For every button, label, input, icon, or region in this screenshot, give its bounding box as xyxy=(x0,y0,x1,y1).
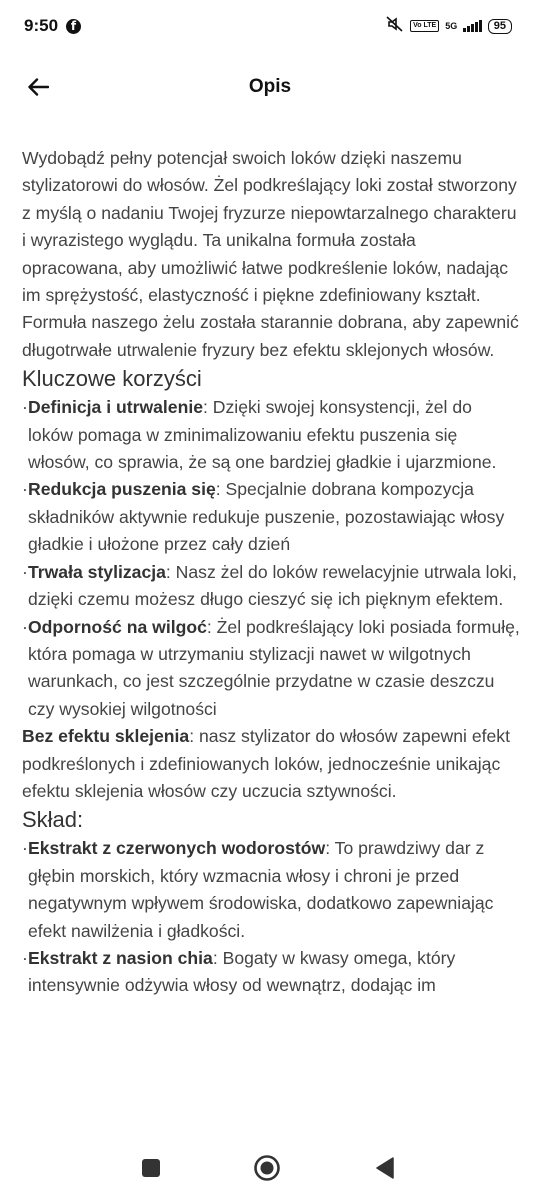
mute-icon xyxy=(386,16,404,36)
bullet-dot: · xyxy=(22,616,28,637)
status-right xyxy=(386,16,512,36)
bullet-dot: · xyxy=(22,838,28,859)
network-type: 5G xyxy=(445,20,458,31)
recent-apps-button[interactable] xyxy=(136,1153,166,1183)
composition-text: : To prawdziwy dar z głębin morskich, który wzmacnia włosy i chroni je przed negatywnym wpływem środowiska, dodatkowo zapewniając efekt nawilżenia i gładkości. xyxy=(28,838,494,941)
home-button[interactable] xyxy=(252,1153,282,1183)
status-bar xyxy=(0,0,540,52)
bullet-dot: · xyxy=(22,947,28,968)
benefit-item xyxy=(22,476,520,558)
bullet-dot: · xyxy=(22,561,28,582)
battery-indicator: 95 xyxy=(488,19,512,34)
bullet-dot: · xyxy=(22,479,28,500)
arrow-left-icon xyxy=(27,78,49,96)
composition-item xyxy=(22,945,520,1000)
benefit-title: Definicja i utrwalenie xyxy=(28,397,204,418)
volte-icon: Vo LTE xyxy=(410,20,439,32)
triangle-back-icon xyxy=(374,1156,396,1180)
benefit-item xyxy=(22,559,520,614)
composition-title: Ekstrakt z nasion chia xyxy=(28,947,213,968)
app-bar xyxy=(0,62,540,112)
benefit-title: Trwała stylizacja xyxy=(28,561,166,582)
composition-item xyxy=(22,835,520,945)
bullet-dot: · xyxy=(22,397,28,418)
benefit-text: : Dzięki swojej konsystencji, żel do loków pomaga w zminimalizowaniu efektu puszenia się włosów, co sprawia, że są one bardziej gładkie i ujarzmione. xyxy=(28,397,497,473)
back-button[interactable] xyxy=(20,69,56,105)
intro-paragraph: Wydobądź pełny potencjał swoich loków dzięki naszemu stylizatorowi do włosów. Żel podkreślający loki został stworzony z myślą o nadaniu Twojej fryzurze niepowtarzalnego charakteru i wyrazistego wyglądu. Ta unikalna formuła została opracowana, aby umożliwić łatwe podkreślenie loków, nadając im sprężystość, elastyczność i piękne zdefiniowany kształt. Formuła naszego żelu została starannie dobrana, aby zapewnić długotrwałe utrwalenie fryzury bez efektu sklejonych włosów. xyxy=(22,148,519,360)
description-content[interactable] xyxy=(22,145,520,1135)
system-back-button[interactable] xyxy=(370,1153,400,1183)
signal-icon xyxy=(463,20,482,32)
square-icon xyxy=(140,1157,162,1179)
page-title: Opis xyxy=(248,76,292,97)
benefit-title: Redukcja puszenia się xyxy=(28,479,216,500)
composition-title: Ekstrakt z czerwonych wodorostów xyxy=(28,838,326,859)
benefit-text: : Specjalnie dobrana kompozycja składników aktywnie redukuje puszenie, pozostawiając włosy gładkie i ułożone przez cały dzień xyxy=(28,479,505,555)
composition-text: : Bogaty w kwasy omega, który intensywnie odżywia włosy od wewnątrz, dodając im xyxy=(28,947,456,996)
benefit-text: : Nasz żel do loków rewelacyjnie utrwala loki, dzięki czemu możesz długo cieszyć się ich pięknym efektem. xyxy=(28,561,517,610)
benefit-extra-paragraph xyxy=(22,723,520,805)
benefit-title: Odporność na wilgoć xyxy=(28,616,207,637)
benefit-text: : Żel podkreślający loki posiada formułę, która pomaga w utrzymaniu stylizacji nawet w wilgotnych warunkach, co jest szczególnie przydatne w czasie deszczu czy wysokiej wilgotności xyxy=(28,616,520,719)
facebook-notification-icon: f xyxy=(66,19,81,34)
status-time: 9:50 xyxy=(24,16,59,35)
composition-heading: Skład: xyxy=(22,807,84,833)
benefit-extra-title: Bez efektu sklejenia xyxy=(22,726,190,747)
benefit-extra-text: : nasz stylizator do włosów zapewni efekt podkreślonych i zdefiniowanych loków, jednocześnie unikając efektu sklejenia włosów czy uczucia sztywności. xyxy=(22,726,510,801)
status-left xyxy=(24,16,81,36)
benefit-item xyxy=(22,614,520,724)
benefit-item xyxy=(22,394,520,476)
home-circle-icon xyxy=(253,1154,281,1182)
system-navigation-bar xyxy=(0,1135,540,1200)
benefits-heading: Kluczowe korzyści xyxy=(22,366,202,392)
